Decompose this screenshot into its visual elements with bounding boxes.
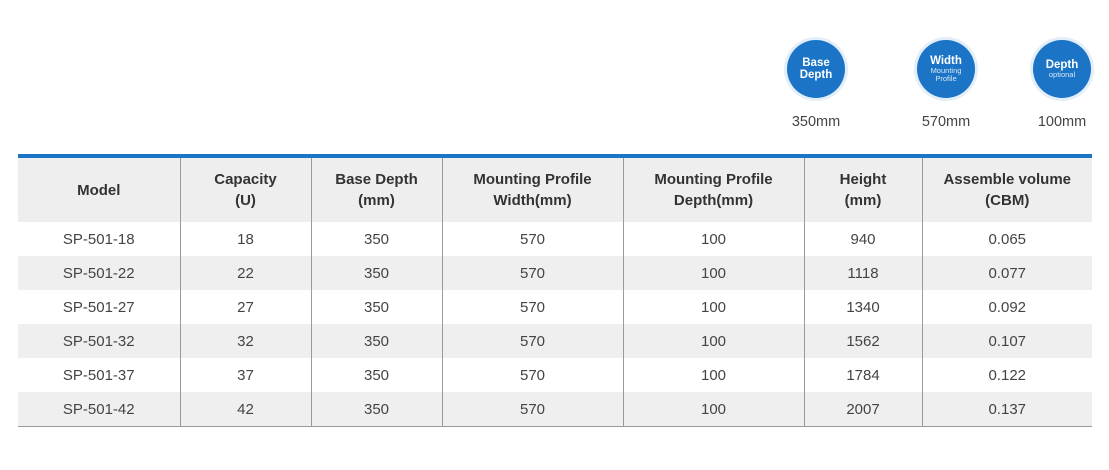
cell-height: 940 — [804, 222, 922, 256]
cell-profile-width: 570 — [442, 290, 623, 324]
cell-volume: 0.122 — [922, 358, 1092, 392]
table-row — [18, 256, 1092, 290]
cell-model: SP-501-37 — [18, 358, 180, 392]
cell-model: SP-501-22 — [18, 256, 180, 290]
header-volume: Assemble volume (CBM) — [922, 156, 1092, 222]
cell-profile-depth: 100 — [623, 290, 804, 324]
badge-title: Base — [802, 56, 830, 69]
cell-base-depth: 350 — [311, 222, 442, 256]
table-row — [18, 324, 1092, 358]
cell-volume: 0.107 — [922, 324, 1092, 358]
cell-profile-depth: 100 — [623, 392, 804, 427]
cell-height: 2007 — [804, 392, 922, 427]
cell-height: 1340 — [804, 290, 922, 324]
table-row — [18, 222, 1092, 256]
badge-title: Width — [930, 55, 962, 68]
base-depth-value: 350mm — [791, 114, 841, 130]
cell-capacity: 22 — [180, 256, 311, 290]
cell-profile-depth: 100 — [623, 358, 804, 392]
cell-profile-width: 570 — [442, 324, 623, 358]
cell-capacity: 27 — [180, 290, 311, 324]
base-depth-badge — [776, 40, 856, 130]
width-circle — [917, 40, 975, 98]
spec-table — [18, 154, 1092, 427]
cell-profile-width: 570 — [442, 222, 623, 256]
cell-base-depth: 350 — [311, 256, 442, 290]
cell-volume: 0.065 — [922, 222, 1092, 256]
cell-capacity: 42 — [180, 392, 311, 427]
header-height: Height (mm) — [804, 156, 922, 222]
base-depth-circle — [787, 40, 845, 98]
table-row — [18, 290, 1092, 324]
cell-profile-width: 570 — [442, 392, 623, 427]
dimension-badges — [780, 40, 1109, 135]
cell-capacity: 37 — [180, 358, 311, 392]
cell-volume: 0.077 — [922, 256, 1092, 290]
cell-volume: 0.137 — [922, 392, 1092, 427]
table-header-row — [18, 156, 1092, 222]
cell-profile-depth: 100 — [623, 324, 804, 358]
badge-subtitle: Depth — [799, 69, 833, 81]
header-profile-width: Mounting Profile Width(mm) — [442, 156, 623, 222]
badge-note: Mounting Profile — [930, 66, 962, 84]
cell-profile-depth: 100 — [623, 256, 804, 290]
header-capacity: Capacity (U) — [180, 156, 311, 222]
cell-height: 1784 — [804, 358, 922, 392]
cell-model: SP-501-42 — [18, 392, 180, 427]
cell-profile-width: 570 — [442, 256, 623, 290]
cell-model: SP-501-32 — [18, 324, 180, 358]
cell-volume: 0.092 — [922, 290, 1092, 324]
cell-base-depth: 350 — [311, 290, 442, 324]
header-model: Model — [18, 156, 180, 222]
cell-base-depth: 350 — [311, 392, 442, 427]
depth-circle — [1033, 40, 1091, 98]
header-profile-depth: Mounting Profile Depth(mm) — [623, 156, 804, 222]
table-row — [18, 392, 1092, 427]
cell-model: SP-501-18 — [18, 222, 180, 256]
width-badge — [906, 40, 986, 130]
cell-base-depth: 350 — [311, 358, 442, 392]
cell-model: SP-501-27 — [18, 290, 180, 324]
cell-profile-width: 570 — [442, 358, 623, 392]
width-value: 570mm — [921, 114, 971, 130]
cell-capacity: 32 — [180, 324, 311, 358]
cell-height: 1118 — [804, 256, 922, 290]
depth-value: 100mm — [1037, 114, 1087, 130]
badge-note: optional — [1048, 70, 1076, 80]
badge-title: Depth — [1045, 59, 1079, 72]
depth-badge — [1022, 40, 1102, 130]
table-row — [18, 358, 1092, 392]
cell-profile-depth: 100 — [623, 222, 804, 256]
header-base-depth: Base Depth (mm) — [311, 156, 442, 222]
cell-capacity: 18 — [180, 222, 311, 256]
cell-height: 1562 — [804, 324, 922, 358]
cell-base-depth: 350 — [311, 324, 442, 358]
